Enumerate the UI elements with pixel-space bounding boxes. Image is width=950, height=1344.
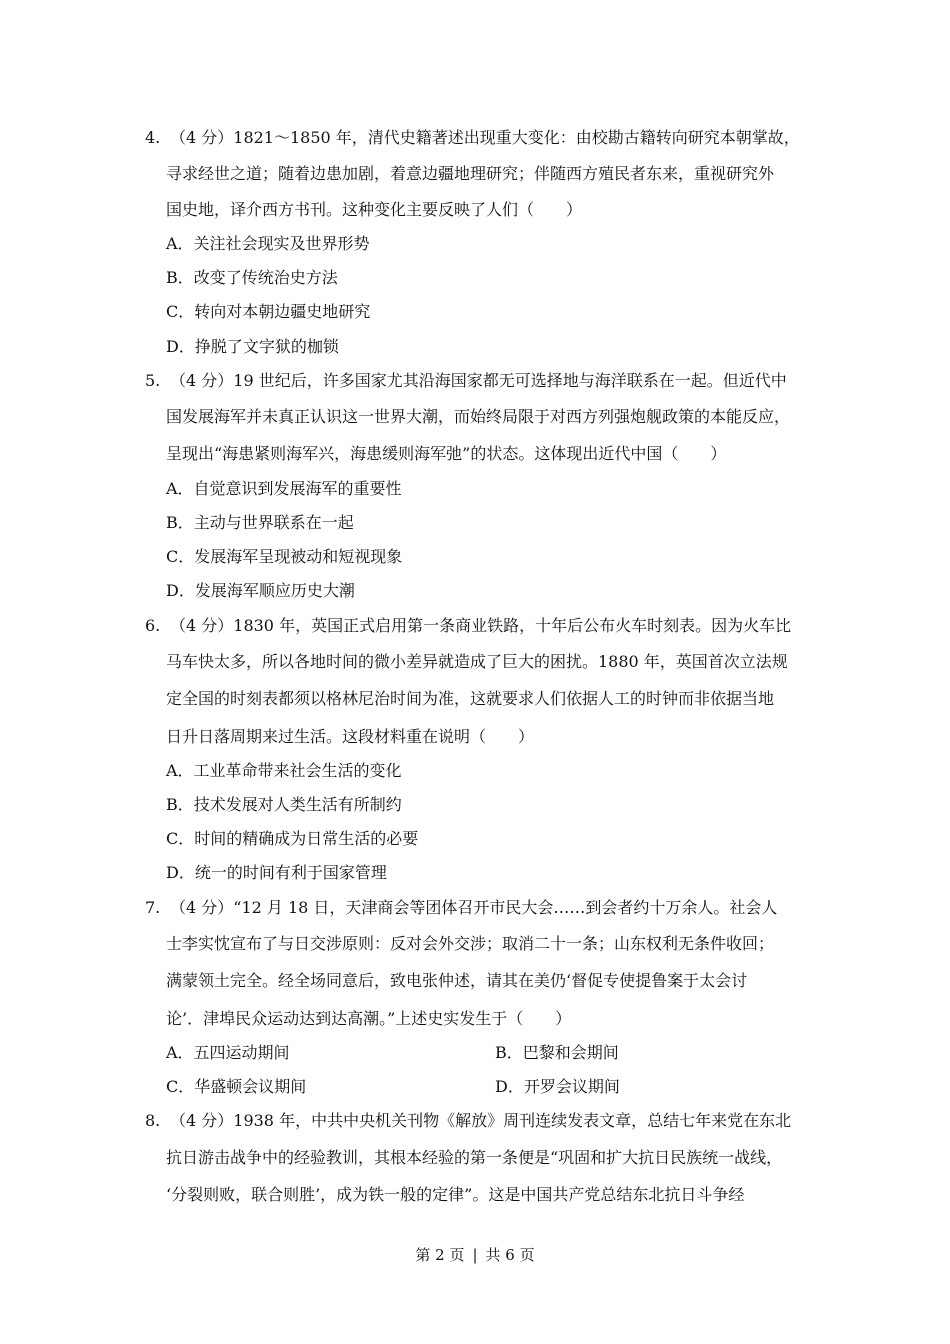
question-text-line: 抗日游击战争中的经验教训，其根本经验的第一条便是“巩固和扩大抗日民族统一战线， — [166, 1148, 783, 1167]
option-d: D．发展海军顺应历史大潮 — [166, 581, 355, 600]
option-c: C．时间的精确成为日常生活的必要 — [166, 829, 419, 848]
question-number: 6. — [145, 616, 161, 635]
option-c: C．华盛顿会议期间 — [166, 1077, 307, 1096]
question-number: 7. — [145, 898, 161, 917]
option-a: A．自觉意识到发展海军的重要性 — [166, 479, 402, 498]
footer-separator: | — [472, 1246, 478, 1264]
option-a: A．五四运动期间 — [166, 1043, 290, 1062]
question-text-line: 日升日落周期来过生活。这段材料重在说明（ ） — [166, 727, 535, 746]
option-d: D．挣脱了文字狱的枷锁 — [166, 337, 339, 356]
question-text-line: （4 分）1821～1850 年，清代史籍著述出现重大变化：由校勘古籍转向研究本朝掌故， — [170, 128, 800, 147]
option-b: B．技术发展对人类生活有所制约 — [166, 795, 402, 814]
question-text-line: 定全国的时刻表都须以格林尼治时间为准，这就要求人们依据人工的时钟而非依据当地 — [166, 689, 775, 708]
question-number: 5. — [145, 371, 161, 390]
question-text-line: 国发展海军并未真正认识这一世界大潮，而始终局限于对西方列强炮舰政策的本能反应， — [166, 407, 791, 426]
question-text-line: 士李实忱宣布了与日交涉原则：反对会外交涉；取消二十一条；山东权利无条件收回； — [166, 934, 775, 953]
option-c: C．转向对本朝边疆史地研究 — [166, 302, 371, 321]
page-footer — [0, 1244, 950, 1266]
question-text-line: ‘分裂则败，联合则胜’，成为铁一般的定律”。这是中国共产党总结东北抗日斗争经 — [166, 1185, 745, 1204]
option-a: A．工业革命带来社会生活的变化 — [166, 761, 402, 780]
question-number: 8. — [145, 1111, 161, 1130]
option-b: B．主动与世界联系在一起 — [166, 513, 354, 532]
option-a: A．关注社会现实及世界形势 — [166, 234, 370, 253]
question-text-line: 呈现出“海患紧则海军兴，海患缓则海军弛”的状态。这体现出近代中国（ ） — [166, 444, 727, 463]
question-number: 4. — [145, 128, 161, 147]
question-text-line: （4 分）1938 年，中共中央机关刊物《解放》周刊连续发表文章，总结七年来党在东北 — [170, 1111, 792, 1130]
option-c: C．发展海军呈现被动和短视现象 — [166, 547, 403, 566]
question-text-line: （4 分）19 世纪后，许多国家尤其沿海国家都无可选择地与海洋联系在一起。但近代中 — [170, 371, 787, 390]
question-text-line: 满蒙领土完全。经全场同意后，致电张仲述，请其在美仍‘督促专使提鲁案于太会讨 — [166, 971, 748, 990]
question-text-line: 国史地，译介西方书刊。这种变化主要反映了人们（ ） — [166, 200, 583, 219]
question-text-line: 论’．津埠民众运动达到达高潮。”上述史实发生于（ ） — [166, 1009, 572, 1028]
option-d: D．统一的时间有利于国家管理 — [166, 863, 387, 882]
question-text-line: （4 分）“12 月 18 日，天津商会等团体召开市民大会……到会者约十万余人。社会人 — [170, 898, 778, 917]
page-number: 第 2 页 — [415, 1246, 465, 1264]
question-text-line: 马车快太多，所以各地时间的微小差异就造成了巨大的困扰。1880 年，英国首次立法规 — [166, 652, 788, 671]
question-text-line: 寻求经世之道；随着边患加剧，着意边疆地理研究；伴随西方殖民者东来，重视研究外 — [166, 164, 775, 183]
option-b: B．巴黎和会期间 — [495, 1043, 619, 1062]
page-total: 共 6 页 — [485, 1246, 535, 1264]
question-text-line: （4 分）1830 年，英国正式启用第一条商业铁路，十年后公布火车时刻表。因为火车比 — [170, 616, 792, 635]
option-d: D．开罗会议期间 — [495, 1077, 620, 1096]
option-b: B．改变了传统治史方法 — [166, 268, 338, 287]
